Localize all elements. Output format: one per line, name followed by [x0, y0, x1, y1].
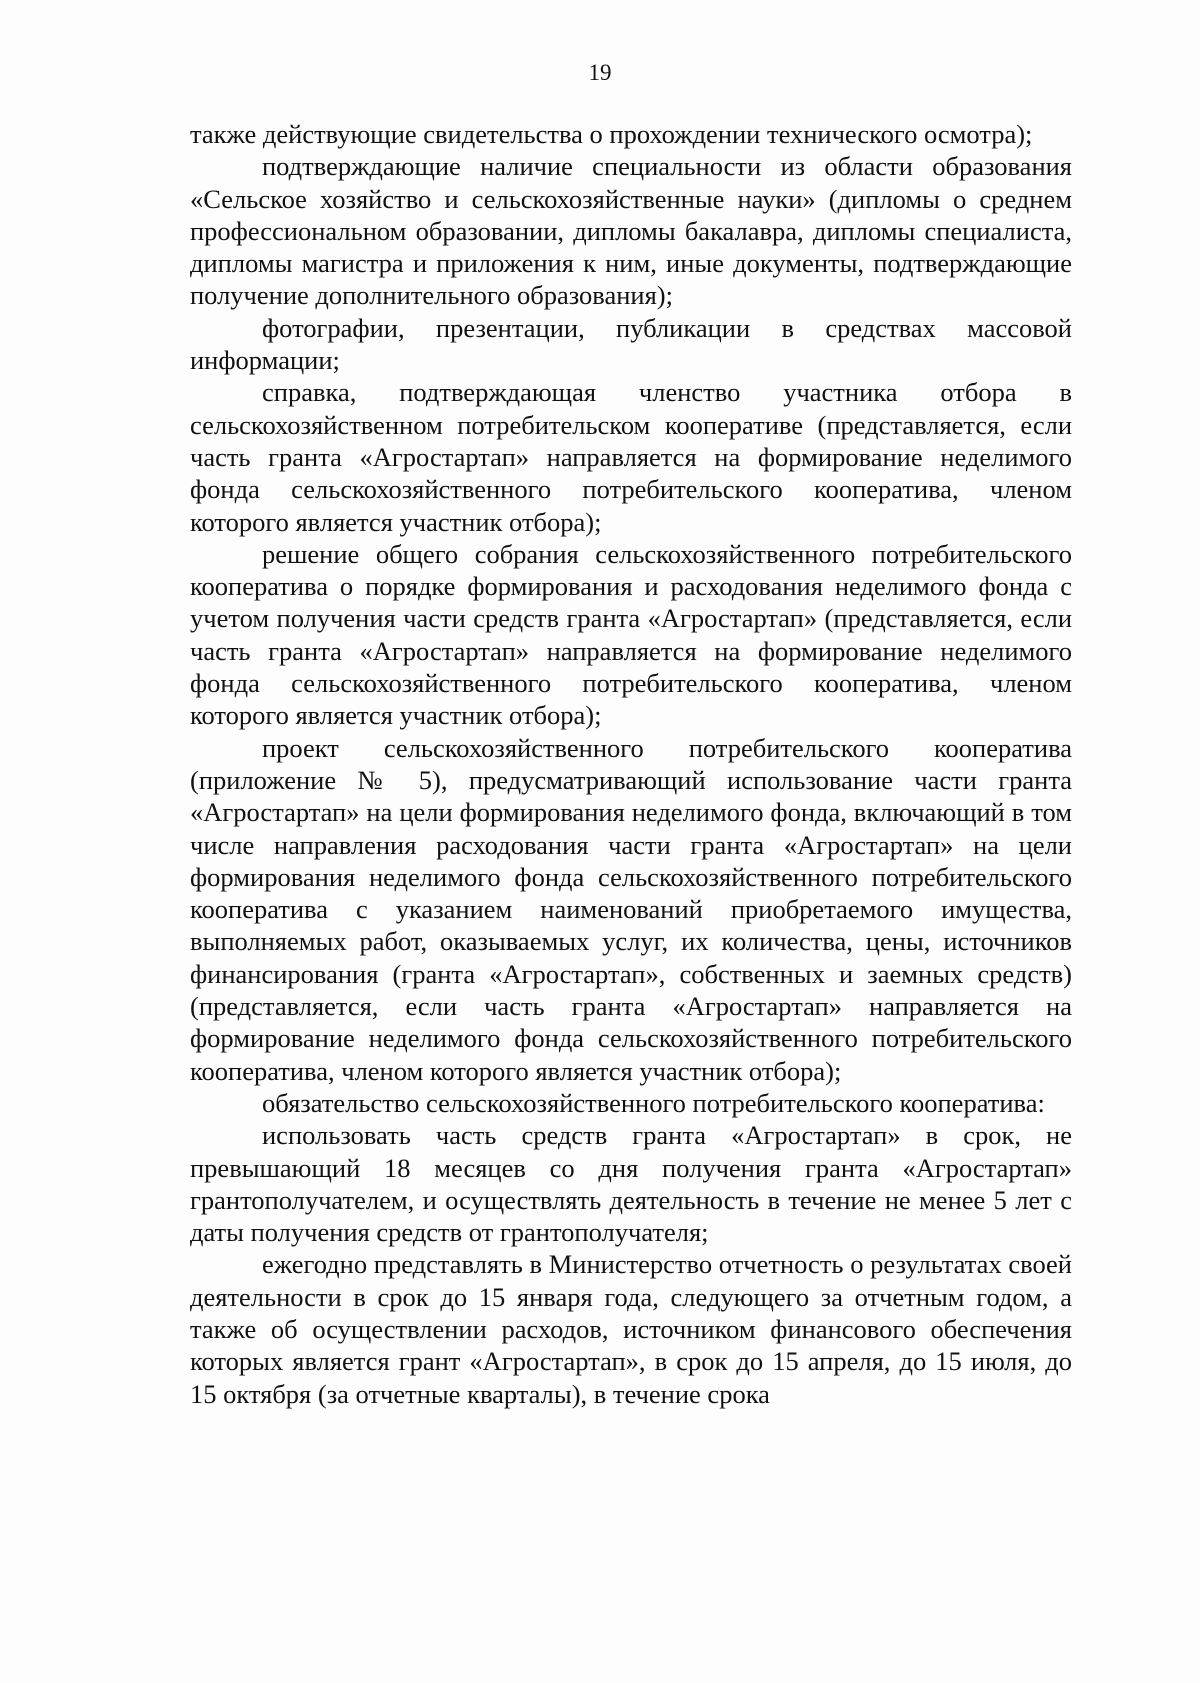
paragraph: фотографии, презентации, публикации в средствах массовой информации; — [190, 312, 1072, 376]
paragraph: использовать часть средств гранта «Агростартап» в срок, не превышающий 18 месяцев со дня получения гранта «Агростартап» грантополучателем, и осуществлять деятельность в течение не менее 5 лет с даты получения средств от грантополучателя; — [190, 1120, 1072, 1248]
paragraph: также действующие свидетельства о прохождении технического осмотра); — [190, 119, 1033, 149]
paragraph: справка, подтверждающая членство участника отбора в сельскохозяйственном потребительском кооперативе (представляется, если часть гранта «Агростартап» направляется на формирование неделимого фонда сельскохозяйственного потребительского кооператива, членом которого является участник отбора); — [190, 377, 1072, 537]
paragraph: ежегодно представлять в Министерство отчетность о результатах своей деятельности в срок до 15 января года, следующего за отчетным годом, а также об осуществлении расходов, источником финансового обеспечения которых является грант «Агростартап», в срок до 15 апреля, до 15 июля, до 15 октября (за отчетные кварталы), в течение срока — [190, 1249, 1072, 1409]
page-number: 19 — [588, 60, 612, 85]
paragraph: решение общего собрания сельскохозяйственного потребительского кооператива о порядке формирования и расходования неделимого фонда с учетом получения части средств гранта «Агростартап» (представляется, если часть гранта «Агростартап» направляется на формирование неделимого фонда сельскохозяйственного потребительского кооператива, членом которого является участник отбора); — [190, 538, 1072, 731]
body-text — [190, 118, 1072, 1410]
paragraph: обязательство сельскохозяйственного потребительского кооператива: — [262, 1087, 1045, 1118]
paragraph: подтверждающие наличие специальности из области образования «Сельское хозяйство и сельскохозяйственные науки» (дипломы о среднем профессиональном образовании, дипломы бакалавра, дипломы специалиста, дипломы магистра и приложения к ним, иные документы, подтверждающие получение дополнительного образования); — [190, 151, 1072, 311]
paragraph: проект сельскохозяйственного потребительского кооператива (приложение № 5), предусматривающий использование части гранта «Агростартап» на цели формирования неделимого фонда, включающий в том числе направления расходования части гранта «Агростартап» на цели формирования неделимого фонда сельскохозяйственного потребительского кооператива с указанием наименований приобретаемого имущества, выполняемых работ, оказываемых услуг, их количества, цены, источников финансирования (гранта «Агростартап», собственных и заемных средств) (представляется, если часть гранта «Агростартап» направляется на формирование неделимого фонда сельскохозяйственного потребительского кооператива, членом которого является участник отбора); — [190, 732, 1072, 1086]
